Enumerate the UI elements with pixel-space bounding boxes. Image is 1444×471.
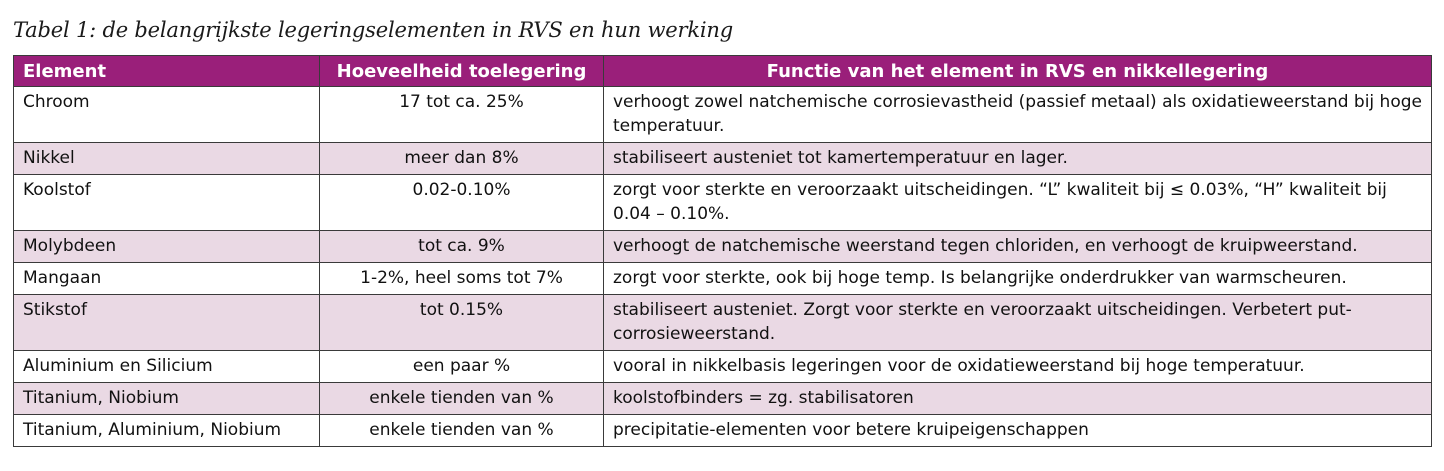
cell-element: Nikkel: [14, 143, 320, 175]
cell-function: verhoogt zowel natchemische corrosievastheid (passief metaal) als oxidatieweerstand bij hoge temperatuur.: [604, 87, 1432, 143]
cell-amount: enkele tienden van %: [320, 415, 604, 447]
cell-amount: meer dan 8%: [320, 143, 604, 175]
cell-amount: een paar %: [320, 351, 604, 383]
table-row: [14, 415, 1432, 447]
table-row: [14, 87, 1432, 143]
cell-function: stabiliseert austeniet tot kamertemperatuur en lager.: [604, 143, 1432, 175]
table-row: [14, 143, 1432, 175]
cell-element: Aluminium en Silicium: [14, 351, 320, 383]
cell-function: precipitatie-elementen voor betere kruipeigenschappen: [604, 415, 1432, 447]
table-row: [14, 175, 1432, 231]
table-row: [14, 295, 1432, 351]
cell-element: Chroom: [14, 87, 320, 143]
cell-function: stabiliseert austeniet. Zorgt voor sterkte en veroorzaakt uitscheidingen. Verbetert put-corrosieweerstand.: [604, 295, 1432, 351]
cell-amount: tot ca. 9%: [320, 231, 604, 263]
cell-element: Titanium, Niobium: [14, 383, 320, 415]
table-header-row: [14, 56, 1432, 87]
cell-amount: 17 tot ca. 25%: [320, 87, 604, 143]
cell-element: Titanium, Aluminium, Niobium: [14, 415, 320, 447]
table-caption: Tabel 1: de belangrijkste legeringselementen in RVS en hun werking: [13, 18, 733, 42]
cell-element: Stikstof: [14, 295, 320, 351]
table-row: [14, 231, 1432, 263]
table-row: [14, 351, 1432, 383]
cell-element: Koolstof: [14, 175, 320, 231]
table-row: [14, 383, 1432, 415]
cell-element: Mangaan: [14, 263, 320, 295]
cell-function: koolstofbinders = zg. stabilisatoren: [604, 383, 1432, 415]
cell-element: Molybdeen: [14, 231, 320, 263]
cell-function: zorgt voor sterkte en veroorzaakt uitscheidingen. “L” kwaliteit bij ≤ 0.03%, “H” kwaliteit bij 0.04 – 0.10%.: [604, 175, 1432, 231]
table-row: [14, 263, 1432, 295]
cell-function: verhoogt de natchemische weerstand tegen chloriden, en verhoogt de kruipweerstand.: [604, 231, 1432, 263]
cell-amount: tot 0.15%: [320, 295, 604, 351]
cell-amount: 0.02-0.10%: [320, 175, 604, 231]
header-element: Element: [14, 56, 320, 87]
header-function: Functie van het element in RVS en nikkellegering: [604, 56, 1432, 87]
cell-amount: enkele tienden van %: [320, 383, 604, 415]
cell-amount: 1-2%, heel soms tot 7%: [320, 263, 604, 295]
cell-function: zorgt voor sterkte, ook bij hoge temp. Is belangrijke onderdrukker van warmscheuren.: [604, 263, 1432, 295]
cell-function: vooral in nikkelbasis legeringen voor de oxidatieweerstand bij hoge temperatuur.: [604, 351, 1432, 383]
alloying-elements-table: [13, 55, 1432, 447]
header-amount: Hoeveelheid toelegering: [320, 56, 604, 87]
